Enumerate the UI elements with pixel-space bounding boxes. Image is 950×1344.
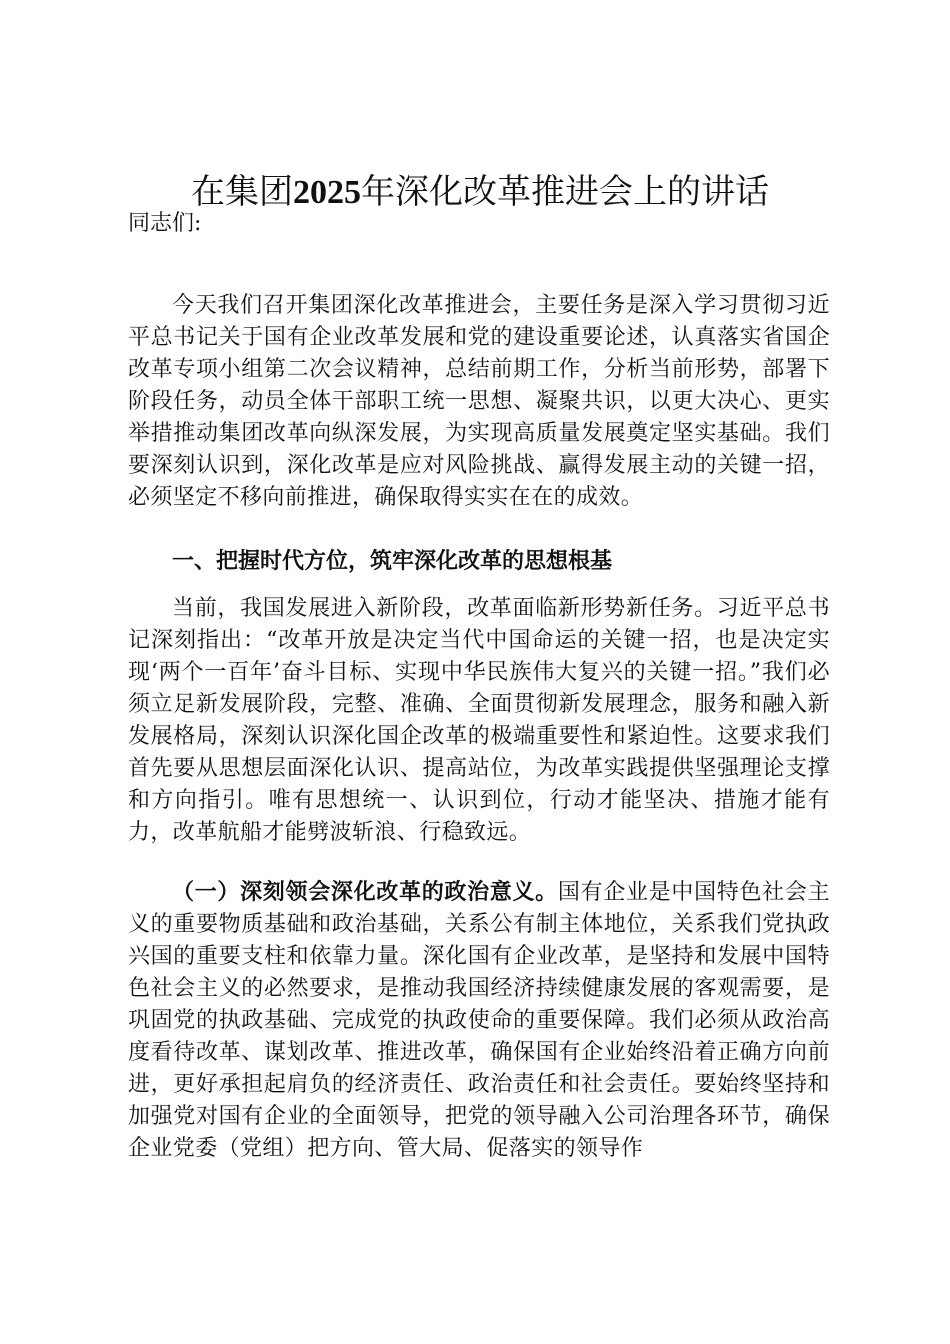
title-year: 2025 — [293, 174, 361, 211]
salutation: 同志们: — [128, 211, 202, 236]
title-suffix: 年深化改革推进会上的讲话 — [361, 172, 769, 212]
paragraph-subsection-1 — [128, 876, 830, 1165]
subsection-1-body: 国有企业是中国特色社会主义的重要物质基础和政治基础，关系公有制主体地位，关系我们党执政兴国的重要支柱和依靠力量。深化国有企业改革，是坚持和发展中国特色社会主义的必然要求，是推动我国经济持续健康发展的客观需要，是巩固党的执政基础、完成党的执政使命的重要保障。我们必须从政治高度看待改革、谋划改革、推进改革，确保国有企业始终沿着正确方向前进，更好承担起肩负的经济责任、政治责任和社会责任。要始终坚持和加强党对国有企业的全面领导，把党的领导融入公司治理各环节，确保企业党委（党组）把方向、管大局、促落实的领导作 — [128, 880, 830, 1161]
paragraph-intro: 今天我们召开集团深化改革推进会，主要任务是深入学习贯彻习近平总书记关于国有企业改革发展和党的建设重要论述，认真落实省国企改革专项小组第二次会议精神，总结前期工作，分析当前形势，部署下阶段任务，动员全体干部职工统一思想、凝聚共识，以更大决心、更实举措推动集团改革向纵深发展，为实现高质量发展奠定坚实基础。我们要深刻认识到，深化改革是应对风险挑战、赢得发展主动的关键一招，必须坚定不移向前推进，确保取得实实在在的成效。 — [128, 293, 830, 510]
document-title — [130, 166, 830, 219]
subsection-1-lead: （一）深刻领会深化改革的政治意义。 — [172, 879, 558, 905]
title-prefix: 在集团 — [191, 172, 293, 212]
section-heading-1: 一、把握时代方位，筑牢深化改革的思想根基 — [172, 548, 613, 574]
paragraph-section-1: 当前，我国发展进入新阶段，改革面临新形势新任务。习近平总书记深刻指出：“改革开放是决定当代中国命运的关键一招，也是决定实现‘两个一百年’奋斗目标、实现中华民族伟大复兴的关键一招。”我们必须立足新发展阶段，完整、准确、全面贯彻新发展理念，服务和融入新发展格局，深刻认识深化国企改革的极端重要性和紧迫性。这要求我们首先要从思想层面深化认识、提高站位，为改革实践提供坚强理论支撑和方向指引。唯有思想统一、认识到位，行动才能坚决、措施才能有力，改革航船才能劈波斩浪、行稳致远。 — [128, 596, 830, 845]
